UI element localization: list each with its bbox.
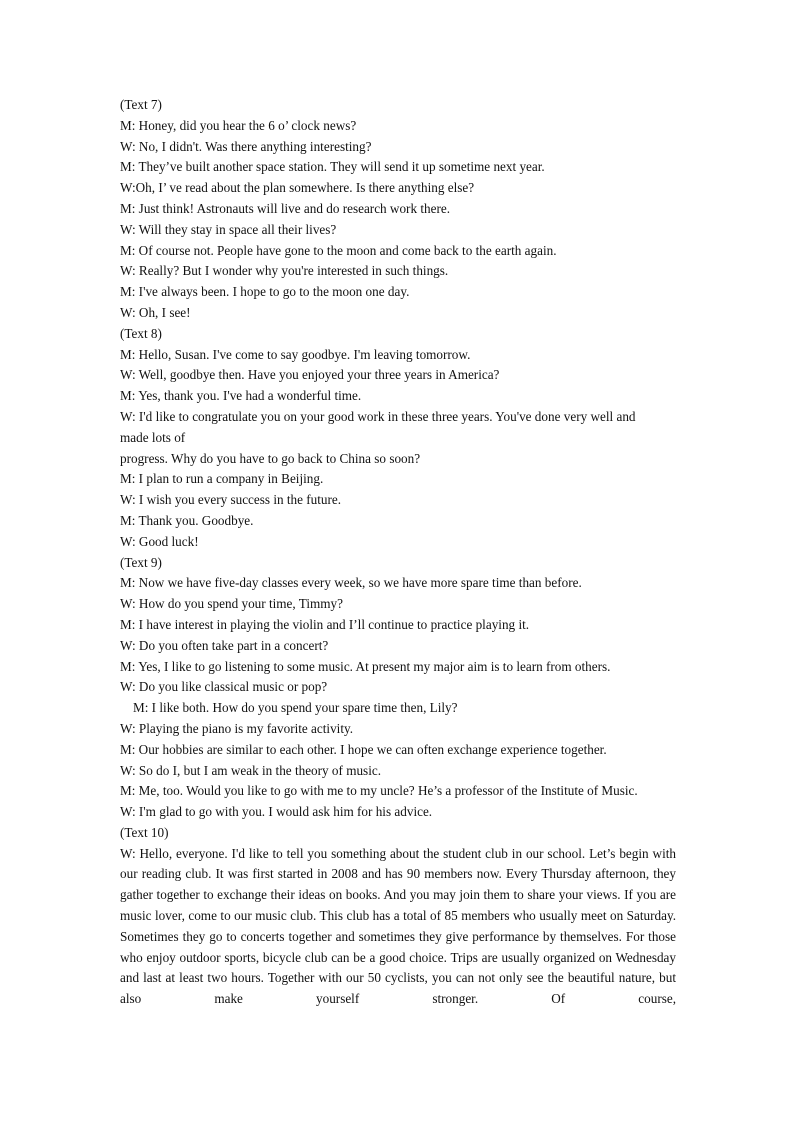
dialogue-line: M: I plan to run a company in Beijing. — [120, 471, 324, 487]
dialogue-line: W:Oh, I’ ve read about the plan somewhere. Is there anything else? — [120, 180, 475, 196]
section-heading: (Text 9) — [120, 554, 162, 570]
dialogue-line: M: Just think! Astronauts will live and do research work there. — [120, 200, 450, 216]
dialogue-line: M: They’ve built another space station. They will send it up sometime next year. — [120, 159, 545, 175]
section-heading: (Text 10) — [120, 824, 169, 840]
dialogue-line: W: So do I, but I am weak in the theory of music. — [120, 762, 382, 778]
dialogue-line: W: No, I didn't. Was there anything interesting? — [120, 138, 372, 154]
dialogue-line: W: How do you spend your time, Timmy? — [120, 596, 343, 612]
dialogue-line: W: I'd like to congratulate you on your good work in these three years. You've done very well and — [120, 408, 636, 424]
dialogue-line: M: Yes, thank you. I've had a wonderful time. — [120, 388, 362, 404]
dialogue-line: M: I have interest in playing the violin and I’ll continue to practice playing it. — [120, 616, 530, 632]
dialogue-line: M: Honey, did you hear the 6 o’ clock news? — [120, 117, 357, 133]
dialogue-line: W: Really? But I wonder why you're interested in such things. — [120, 263, 449, 279]
dialogue-line: W: Good luck! — [120, 533, 199, 549]
dialogue-line: W: Do you like classical music or pop? — [120, 679, 328, 695]
dialogue-line: M: I've always been. I hope to go to the moon one day. — [120, 284, 410, 300]
dialogue-line: W: Will they stay in space all their lives? — [120, 221, 337, 237]
dialogue-line: W: I'm glad to go with you. I would ask him for his advice. — [120, 804, 433, 820]
dialogue-line: M: Our hobbies are similar to each other. I hope we can often exchange experience together. — [120, 741, 607, 757]
monologue-paragraph: W: Hello, everyone. I'd like to tell you something about the student club in our school. Let’s begin with our reading club. It was first started in 2008 and has 90 members now. Every Thursday afternoon, they gather together to exchange their ideas on books. And you may join them to share your views. If you are music lover, come to our music club. This club has a total of 85 members who usually meet on Saturday. Sometimes they go to concerts together and sometimes they give performance by themselves. For those who enjoy outdoor sports, bicycle club can be a good choice. Trips are usually organized on Wednesday and last at least two hours. Together with our 50 cyclists, you can not only see the beautiful nature, but also make yourself stronger. Of course, — [120, 845, 676, 1007]
section-heading: (Text 8) — [120, 325, 162, 341]
dialogue-line: W: Playing the piano is my favorite activity. — [120, 720, 354, 736]
section-heading: (Text 7) — [120, 97, 162, 112]
dialogue-line: progress. Why do you have to go back to China so soon? — [120, 450, 421, 466]
dialogue-line: W: Well, goodbye then. Have you enjoyed your three years in America? — [120, 367, 500, 383]
dialogue-line: made lots of — [120, 429, 186, 445]
dialogue-line: M: Yes, I like to go listening to some music. At present my major aim is to learn from others. — [120, 658, 611, 674]
dialogue-line: M: Of course not. People have gone to the moon and come back to the earth again. — [120, 242, 557, 258]
dialogue-line: W: I wish you every success in the future. — [120, 492, 342, 508]
dialogue-line: M: Me, too. Would you like to go with me to my uncle? He’s a professor of the Institute of Music. — [120, 783, 638, 799]
dialogue-line: W: Oh, I see! — [120, 304, 191, 320]
transcript-body — [120, 95, 676, 1010]
dialogue-line-indented: M: I like both. How do you spend your spare time then, Lily? — [133, 700, 458, 716]
dialogue-line: M: Hello, Susan. I've come to say goodbye. I'm leaving tomorrow. — [120, 346, 471, 362]
dialogue-line: M: Thank you. Goodbye. — [120, 512, 254, 528]
dialogue-line: M: Now we have five-day classes every week, so we have more spare time than before. — [120, 575, 582, 591]
dialogue-line: W: Do you often take part in a concert? — [120, 637, 329, 653]
